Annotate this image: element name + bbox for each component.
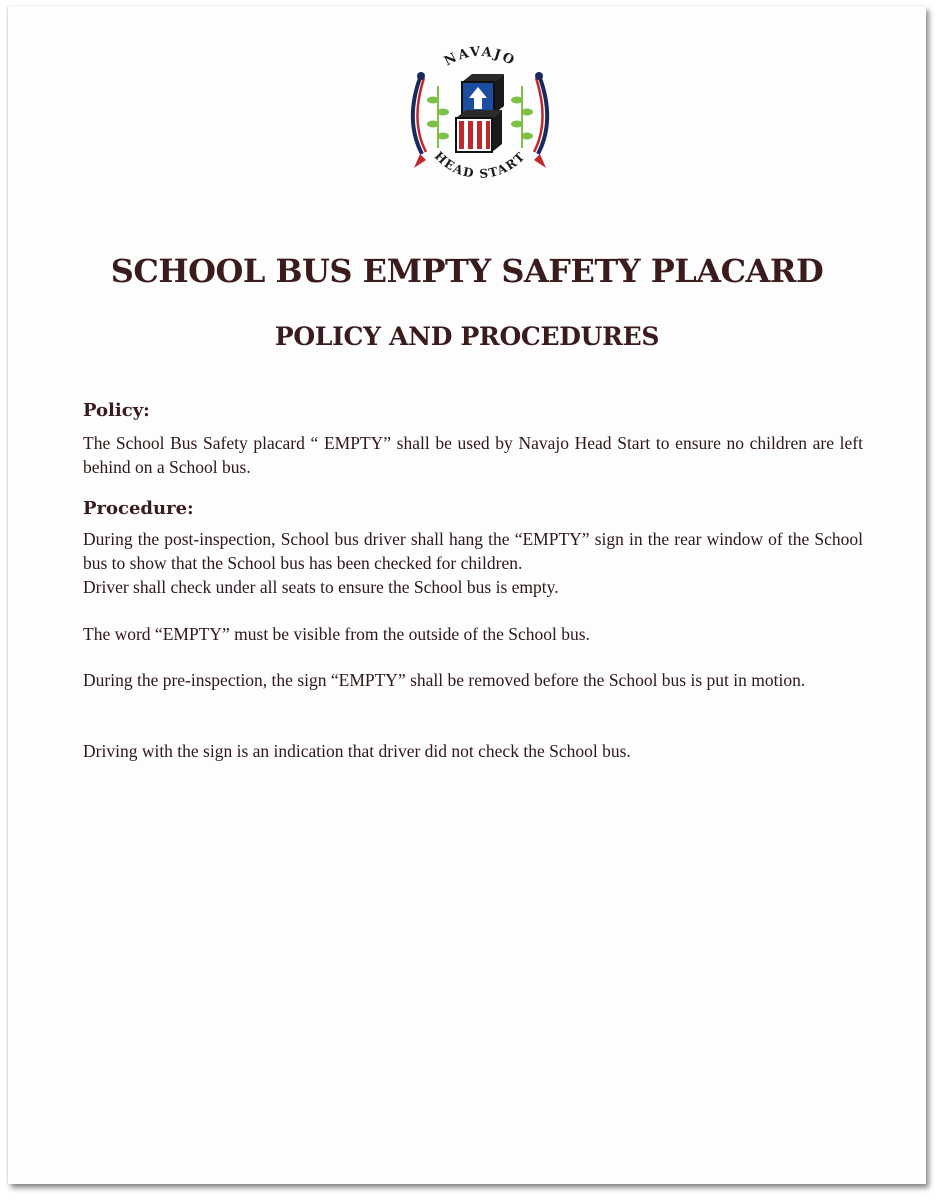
- stacked-blocks-icon: [456, 74, 504, 152]
- logo-top-text: NAVAJO: [441, 44, 519, 70]
- procedure-paragraph-3: During the pre-inspection, the sign “EMPTY” shall be removed before the School bus is put in motion.: [83, 670, 806, 690]
- document-page: [8, 6, 926, 1184]
- procedure-paragraph-1: During the post-inspection, School bus driver shall hang the “EMPTY” sign in the rear window of the School bus to show that the School bus has been checked for children.: [83, 529, 863, 573]
- page-title: SCHOOL BUS EMPTY SAFETY PLACARD: [110, 252, 824, 290]
- navajo-head-start-logo: [392, 26, 568, 202]
- procedure-heading: Procedure:: [83, 498, 194, 519]
- policy-heading: Policy:: [83, 400, 150, 421]
- page-subtitle: POLICY AND PROCEDURES: [274, 322, 660, 351]
- logo-bottom-text: HEAD START: [431, 148, 529, 182]
- procedure-paragraph-1b: Driver shall check under all seats to ensure the School bus is empty.: [83, 577, 559, 597]
- procedure-paragraph-4: Driving with the sign is an indication that driver did not check the School bus.: [83, 741, 631, 761]
- policy-text: The School Bus Safety placard “ EMPTY” shall be used by Navajo Head Start to ensure no children are left behind on a School bus.: [83, 433, 863, 477]
- left-feather-icon: [413, 72, 426, 168]
- procedure-paragraph-2: The word “EMPTY” must be visible from the outside of the School bus.: [83, 624, 590, 644]
- right-feather-icon: [534, 72, 547, 168]
